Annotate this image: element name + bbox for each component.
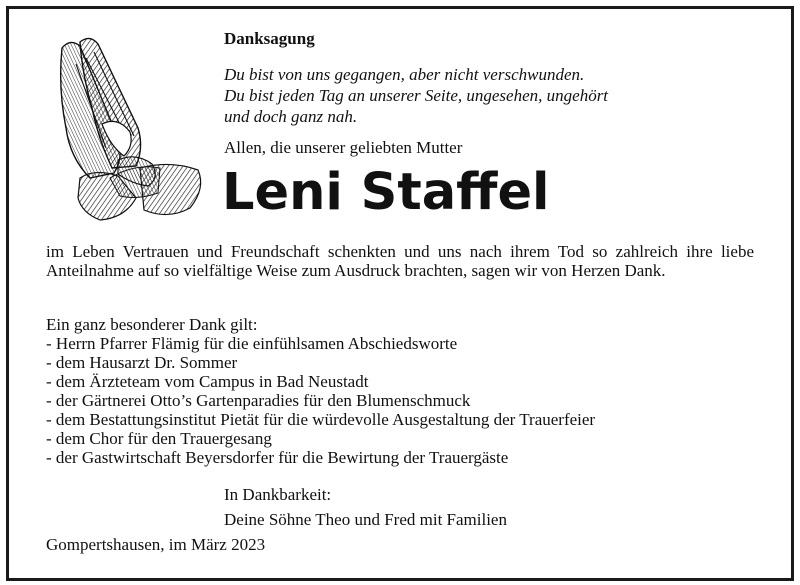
body-paragraph: im Leben Vertrauen und Freundschaft schenkten und uns nach ihrem Tod so zahlreich ihre liebe Anteilnahme auf so vielfältige Weise zum Ausdruck brachten, sagen wir von Herzen Dank. [46, 242, 754, 280]
list-item: - Herrn Pfarrer Flämig für die einfühlsamen Abschiedsworte [46, 334, 458, 353]
list-item: - dem Bestattungsinstitut Pietät für die würdevolle Ausgestaltung der Trauerfeier [46, 410, 596, 429]
heading-danksagung: Danksagung [224, 29, 315, 48]
intro-text: Allen, die unserer geliebten Mutter [224, 138, 463, 157]
list-item: - der Gastwirtschaft Beyersdorfer für die Bewirtung der Trauergäste [46, 448, 509, 467]
deceased-name: Leni Staffel [222, 163, 550, 222]
list-item: - dem Ärzteteam vom Campus in Bad Neustadt [46, 372, 369, 391]
list-item: - der Gärtnerei Otto’s Gartenparadies für den Blumenschmuck [46, 391, 471, 410]
closing-signature [224, 482, 507, 532]
poem-line: Du bist jeden Tag an unserer Seite, ungesehen, ungehört [224, 86, 609, 105]
memorial-poem [224, 64, 608, 127]
special-thanks-intro: Ein ganz besonderer Dank gilt: [46, 315, 258, 334]
poem-line: und doch ganz nah. [224, 107, 358, 126]
place-date: Gompertshausen, im März 2023 [46, 535, 266, 554]
praying-hands-icon [40, 28, 212, 224]
closing-line: In Dankbarkeit: [224, 485, 332, 504]
poem-line: Du bist von uns gegangen, aber nicht verschwunden. [224, 65, 585, 84]
signature-line: Deine Söhne Theo und Fred mit Familien [224, 510, 507, 529]
list-item: - dem Chor für den Trauergesang [46, 429, 272, 448]
special-thanks-list [46, 315, 595, 467]
list-item: - dem Hausarzt Dr. Sommer [46, 353, 238, 372]
